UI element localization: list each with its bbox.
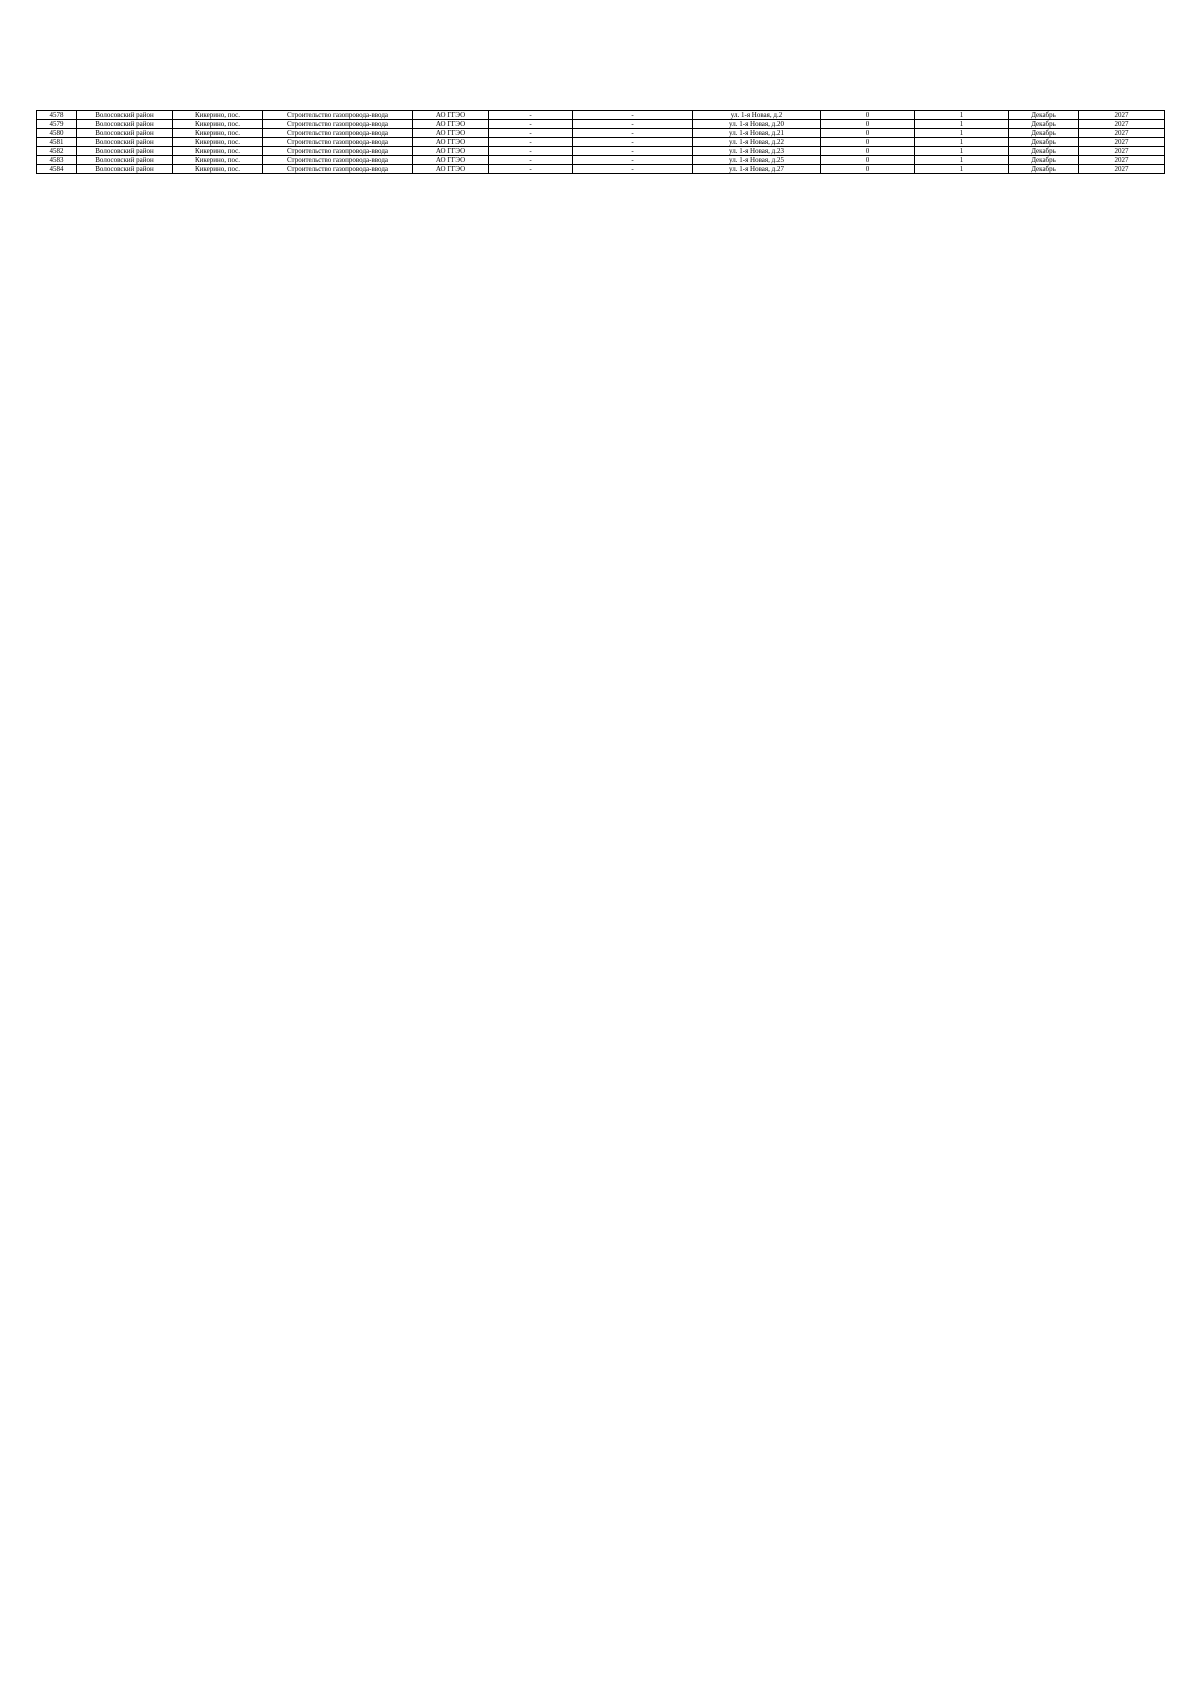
cell-address-land-plot: - [573, 111, 693, 120]
cell-count-a: 0 [821, 147, 915, 156]
cell-count-b: 1 [915, 165, 1009, 174]
cell-work-type: Строительство газопровода-ввода [263, 147, 413, 156]
cell-settlement: Кикерино, пос. [173, 129, 263, 138]
cell-row-number: 4578 [37, 111, 77, 120]
cell-row-number: 4580 [37, 129, 77, 138]
cell-cadastral-number: - [489, 129, 573, 138]
cell-address-land-plot: - [573, 129, 693, 138]
cell-row-number: 4583 [37, 156, 77, 165]
cell-year: 2027 [1079, 165, 1165, 174]
cell-row-number: 4582 [37, 147, 77, 156]
table-body [37, 111, 1165, 174]
cell-settlement: Кикерино, пос. [173, 138, 263, 147]
cell-month: Декабрь [1009, 138, 1079, 147]
cell-count-a: 0 [821, 156, 915, 165]
cell-row-number: 4584 [37, 165, 77, 174]
cell-district: Волосовский район [77, 111, 173, 120]
table-row [37, 111, 1165, 120]
cell-district: Волосовский район [77, 165, 173, 174]
cell-cadastral-number: - [489, 156, 573, 165]
document-page [36, 110, 1164, 174]
cell-month: Декабрь [1009, 120, 1079, 129]
cell-cadastral-number: - [489, 111, 573, 120]
cell-count-a: 0 [821, 138, 915, 147]
cell-count-a: 0 [821, 129, 915, 138]
cell-count-a: 0 [821, 111, 915, 120]
cell-count-b: 1 [915, 156, 1009, 165]
table-row [37, 120, 1165, 129]
cell-address: ул. 1-я Новая, д.20 [693, 120, 821, 129]
cell-address-land-plot: - [573, 120, 693, 129]
cell-organization: АО ГГЭО [413, 120, 489, 129]
cell-work-type: Строительство газопровода-ввода [263, 111, 413, 120]
cell-month: Декабрь [1009, 165, 1079, 174]
cell-address-land-plot: - [573, 156, 693, 165]
cell-work-type: Строительство газопровода-ввода [263, 138, 413, 147]
table-row [37, 138, 1165, 147]
cell-organization: АО ГГЭО [413, 165, 489, 174]
cell-organization: АО ГГЭО [413, 138, 489, 147]
cell-address: ул. 1-я Новая, д.22 [693, 138, 821, 147]
cell-work-type: Строительство газопровода-ввода [263, 120, 413, 129]
table-row [37, 165, 1165, 174]
gasification-table [36, 110, 1165, 174]
cell-row-number: 4581 [37, 138, 77, 147]
cell-address: ул. 1-я Новая, д.2 [693, 111, 821, 120]
table-row [37, 129, 1165, 138]
cell-year: 2027 [1079, 138, 1165, 147]
cell-month: Декабрь [1009, 156, 1079, 165]
cell-organization: АО ГГЭО [413, 111, 489, 120]
cell-month: Декабрь [1009, 129, 1079, 138]
cell-count-b: 1 [915, 111, 1009, 120]
cell-settlement: Кикерино, пос. [173, 165, 263, 174]
cell-organization: АО ГГЭО [413, 147, 489, 156]
cell-district: Волосовский район [77, 120, 173, 129]
cell-district: Волосовский район [77, 147, 173, 156]
cell-count-b: 1 [915, 129, 1009, 138]
table-row [37, 156, 1165, 165]
cell-year: 2027 [1079, 111, 1165, 120]
cell-cadastral-number: - [489, 165, 573, 174]
cell-year: 2027 [1079, 156, 1165, 165]
cell-district: Волосовский район [77, 129, 173, 138]
cell-count-b: 1 [915, 138, 1009, 147]
cell-year: 2027 [1079, 120, 1165, 129]
cell-work-type: Строительство газопровода-ввода [263, 156, 413, 165]
cell-district: Волосовский район [77, 138, 173, 147]
cell-address-land-plot: - [573, 165, 693, 174]
table-row [37, 147, 1165, 156]
cell-organization: АО ГГЭО [413, 129, 489, 138]
cell-year: 2027 [1079, 129, 1165, 138]
cell-settlement: Кикерино, пос. [173, 111, 263, 120]
cell-count-b: 1 [915, 147, 1009, 156]
cell-address: ул. 1-я Новая, д.25 [693, 156, 821, 165]
cell-work-type: Строительство газопровода-ввода [263, 165, 413, 174]
cell-cadastral-number: - [489, 120, 573, 129]
cell-count-a: 0 [821, 120, 915, 129]
cell-address: ул. 1-я Новая, д.23 [693, 147, 821, 156]
cell-address: ул. 1-я Новая, д.21 [693, 129, 821, 138]
cell-cadastral-number: - [489, 138, 573, 147]
cell-work-type: Строительство газопровода-ввода [263, 129, 413, 138]
cell-district: Волосовский район [77, 156, 173, 165]
cell-address-land-plot: - [573, 147, 693, 156]
cell-settlement: Кикерино, пос. [173, 147, 263, 156]
cell-settlement: Кикерино, пос. [173, 156, 263, 165]
cell-month: Декабрь [1009, 147, 1079, 156]
cell-address: ул. 1-я Новая, д.27 [693, 165, 821, 174]
cell-row-number: 4579 [37, 120, 77, 129]
cell-address-land-plot: - [573, 138, 693, 147]
cell-count-a: 0 [821, 165, 915, 174]
cell-organization: АО ГГЭО [413, 156, 489, 165]
cell-month: Декабрь [1009, 111, 1079, 120]
cell-settlement: Кикерино, пос. [173, 120, 263, 129]
cell-count-b: 1 [915, 120, 1009, 129]
cell-year: 2027 [1079, 147, 1165, 156]
cell-cadastral-number: - [489, 147, 573, 156]
